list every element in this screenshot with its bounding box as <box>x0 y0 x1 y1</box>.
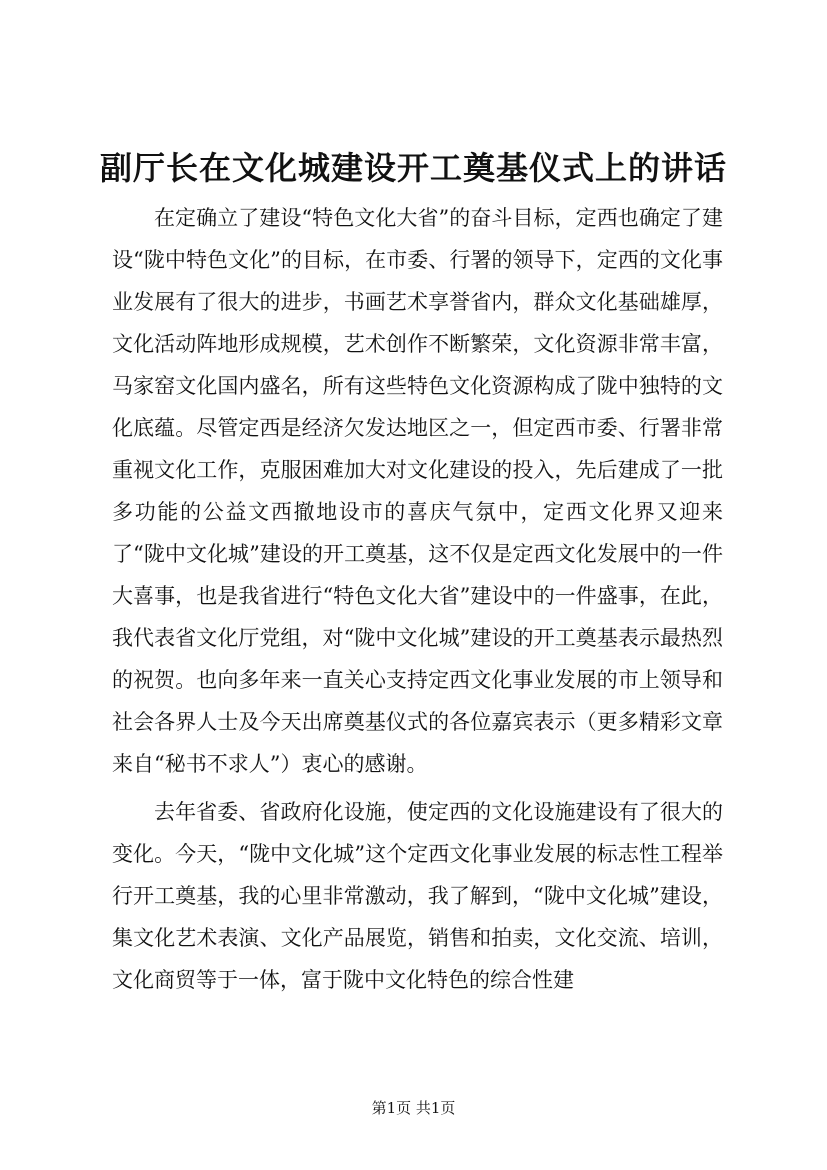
paragraph-1: 在定确立了建设“特色文化大省”的奋斗目标，定西也确定了建设“陇中特色文化”的目标，在市委、行署的领导下，定西的文化事业发展有了很大的进步，书画艺术享誉省内，群众文化基础雄厚，文化活动阵地形成规模，艺术创作不断繁荣，文化资源非常丰富，马家窑文化国内盛名，所有这些特色文化资源构成了陇中独特的文化底蕴。尽管定西是经济欠发达地区之一，但定西市委、行署非常重视文化工作，克服困难加大对文化建设的投入，先后建成了一批多功能的公益文西撤地设市的喜庆气氛中，定西文化界又迎来了“陇中文化城”建设的开工奠基，这不仅是定西文化发展中的一件大喜事，也是我省进行“特色文化大省”建设中的一件盛事，在此，我代表省文化厅党组，对“陇中文化城”建设的开工奠基表示最热烈的祝贺。也向多年来一直关心支持定西文化事业发展的市上领导和社会各界人士及今天出席奠基仪式的各位嘉宾表示（更多精彩文章来自“秘书不求人”）衷心的感谢。 <box>112 206 723 776</box>
document-body <box>112 197 723 1007</box>
paragraph-2: 去年省委、省政府化设施，使定西的文化设施建设有了很大的变化。今天，“陇中文化城”这个定西文化事业发展的标志性工程举行开工奠基，我的心里非常激动，我了解到，“陇中文化城”建设，集文化艺术表演、文化产品展览，销售和拍卖，文化交流、培训，文化商贸等于一体，富于陇中文化特色的综合性建 <box>112 800 723 992</box>
document-title: 副厅长在文化城建设开工奠基仪式上的讲话 <box>99 149 727 187</box>
page-footer: 第1页 共1页 <box>371 1099 456 1117</box>
